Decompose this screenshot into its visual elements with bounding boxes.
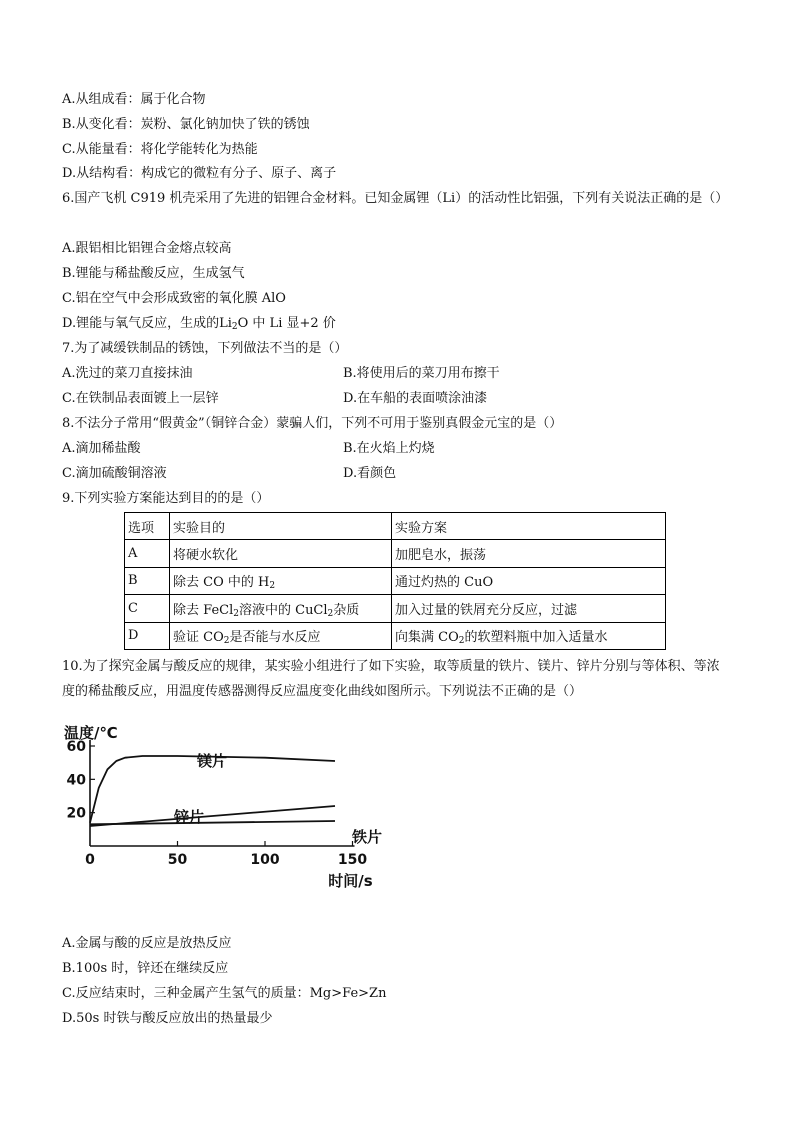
table-row (125, 622, 666, 649)
q8-option-d: D.看颜色 (343, 466, 397, 481)
table-cell: D (125, 622, 170, 649)
x-tick-label: 100 (250, 852, 280, 868)
series-label: 锌片 (174, 808, 205, 826)
x-axis-label: 时间/s (328, 872, 373, 890)
q10-stem: 10.为了探究金属与酸反应的规律，某实验小组进行了如下实验，取等质量的铁片、镁片、锌片分别与等体积、等浓度的稀盐酸反应，用温度传感器测得反应温度变化曲线如图所示。下列说法不正确的是（） (62, 659, 720, 699)
q5-option-a: A.从组成看：属于化合物 (62, 92, 206, 107)
table-row (125, 567, 666, 594)
y-tick-label: 20 (66, 805, 86, 822)
table-cell: A (125, 540, 170, 567)
table-row (125, 540, 666, 567)
q5-option-c: C.从能量看：将化学能转化为热能 (62, 142, 258, 157)
q9-stem: 9.下列实验方案能达到目的的是（） (62, 491, 270, 506)
q6-option-c: C.铝在空气中会形成致密的氧化膜 AlO (62, 291, 286, 306)
series-label: 铁片 (352, 828, 382, 846)
x-tick-label: 50 (167, 852, 188, 868)
q6-option-a: A.跟铝相比铝锂合金熔点较高 (62, 241, 232, 256)
table-cell: 将硬水软化 (170, 540, 392, 567)
x-tick-label: 0 (85, 852, 95, 868)
q7-option-c: C.在铁制品表面镀上一层锌 (62, 391, 219, 406)
q6-stem: 6.国产飞机 C919 机壳采用了先进的铝锂合金材料。已知金属锂（Li）的活动性比铝强，下列有关说法正确的是（） (62, 191, 729, 206)
q7-option-b: B.将使用后的菜刀用布擦干 (343, 366, 500, 381)
q5-option-b: B.从变化看：炭粉、氯化钠加快了铁的锈蚀 (62, 117, 310, 132)
table-cell: 加入过量的铁屑充分反应，过滤 (392, 595, 666, 622)
series-label: 镁片 (197, 752, 228, 770)
q10-option-d: D.50s 时铁与酸反应放出的热量最少 (62, 1011, 273, 1026)
table-header-cell: 实验目的 (170, 513, 392, 540)
table-cell: 除去 CO 中的 $H_2$ (170, 567, 392, 594)
x-tick-label: 150 (337, 852, 368, 868)
q10-option-a: A.金属与酸的反应是放热反应 (62, 936, 232, 951)
experiment-table (124, 512, 666, 650)
table-header-cell: 选项 (125, 513, 170, 540)
y-axis-label: 温度/℃ (64, 724, 118, 742)
y-tick-label: 60 (66, 739, 86, 755)
q6-option-b: B.锂能与稀盐酸反应，生成氢气 (62, 266, 245, 281)
table-header-cell: 实验方案 (392, 513, 666, 540)
q8-option-c: C.滴加硫酸铜溶液 (62, 466, 167, 481)
y-tick-label: 40 (66, 772, 86, 789)
q10-option-c: C.反应结束时，三种金属产生氢气的质量：Mg>Fe>Zn (62, 986, 387, 1001)
q7-option-d: D.在车船的表面喷涂油漆 (343, 391, 488, 406)
table-cell: B (125, 567, 170, 594)
q7-stem: 7.为了减缓铁制品的锈蚀，下列做法不当的是（） (62, 341, 348, 356)
table-cell: 验证 $CO_2$是否能与水反应 (170, 622, 392, 649)
q8-option-a: A.滴加稀盐酸 (62, 441, 141, 456)
table-header-row (125, 513, 666, 540)
q8-option-b: B.在火焰上灼烧 (343, 441, 435, 456)
q7-option-a: A.洗过的菜刀直接抹油 (62, 366, 193, 381)
q5-option-d: D.从结构看：构成它的微粒有分子、原子、离子 (62, 166, 337, 181)
table-row (125, 595, 666, 622)
table-cell: 向集满 $CO_2$的软塑料瓶中加入适量水 (392, 622, 666, 649)
table-cell: C (125, 595, 170, 622)
q6-option-d: D.锂能与氧气反应，生成的$Li_2O$ 中 Li 显+2 价 (62, 316, 336, 332)
q8-stem: 8.不法分子常用“假黄金”（铜锌合金）蒙骗人们，下列不可用于鉴别真假金元宝的是（） (62, 416, 563, 431)
q10-option-b: B.100s 时，锌还在继续反应 (62, 961, 229, 976)
table-cell: 加肥皂水，振荡 (392, 540, 666, 567)
table-cell: 通过灼热的 CuO (392, 567, 666, 594)
temperature-chart (62, 718, 382, 913)
table-cell: 除去 FeCl$_2$溶液中的 CuCl$_2$杂质 (170, 595, 392, 622)
